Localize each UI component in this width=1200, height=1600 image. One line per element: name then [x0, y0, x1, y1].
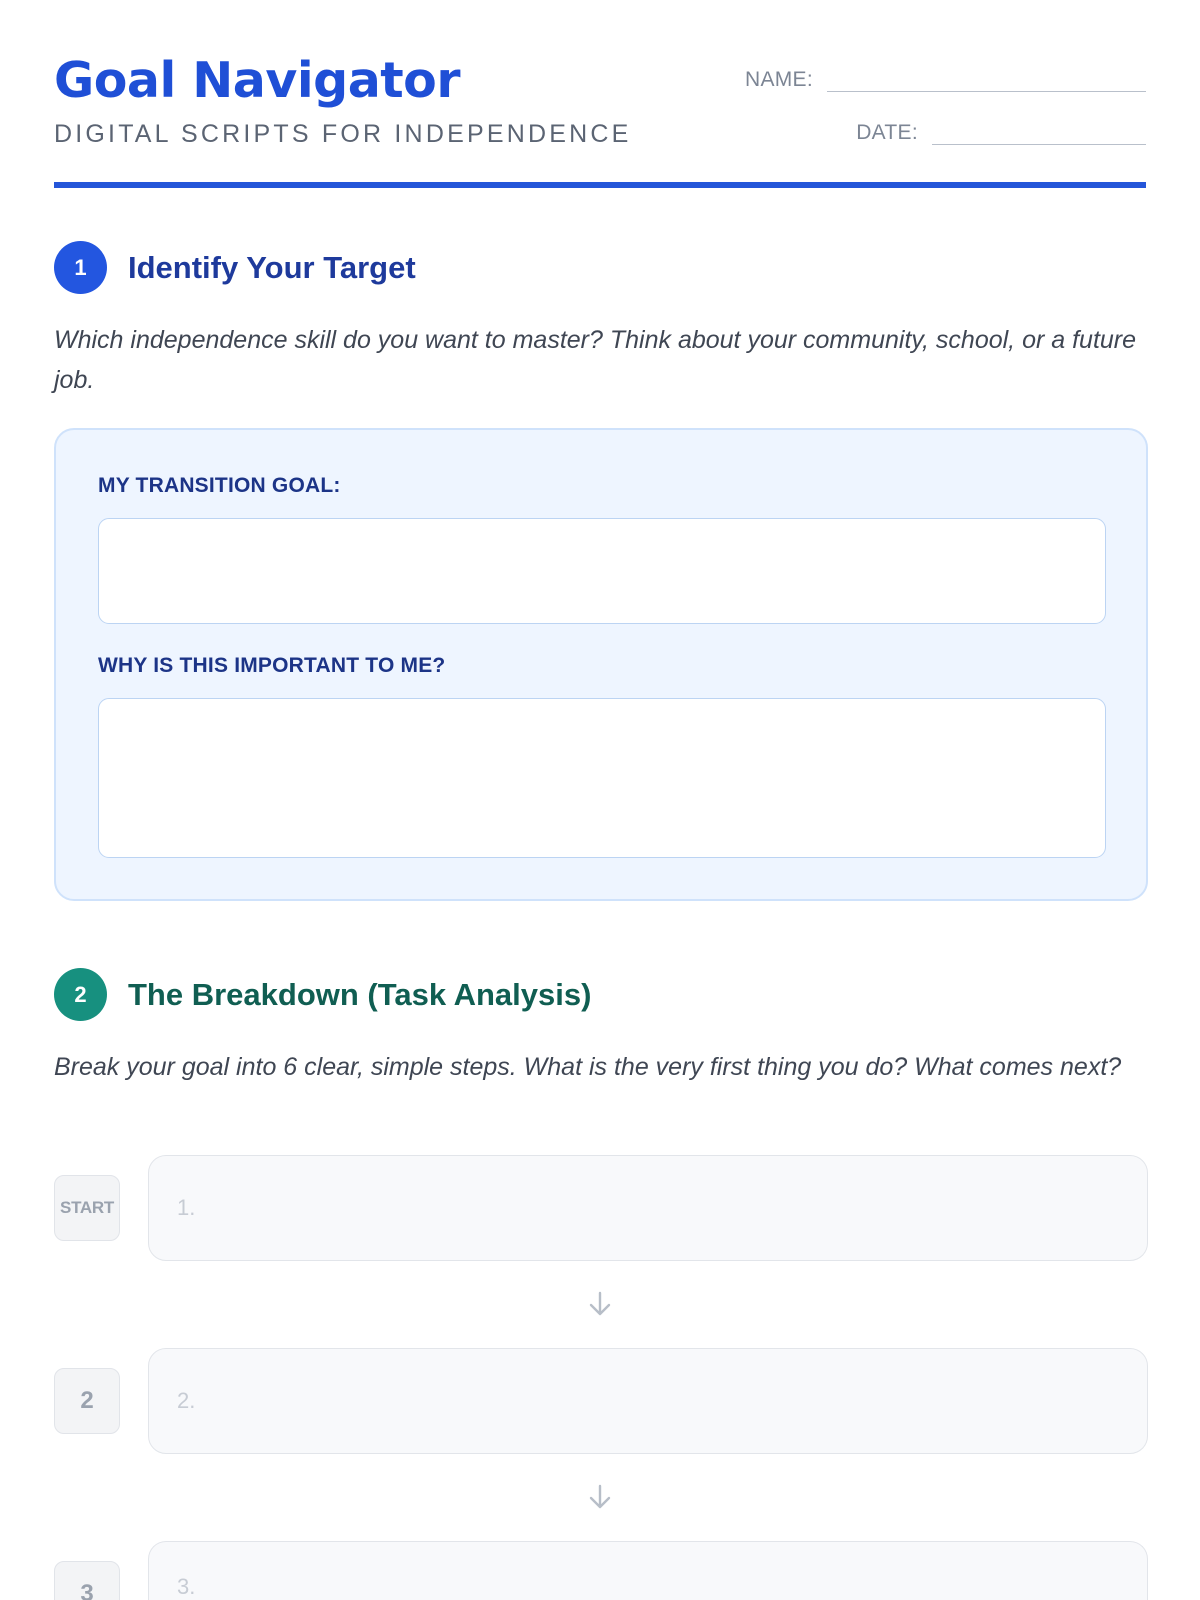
transition-goal-label: MY TRANSITION GOAL: [98, 474, 341, 497]
why-important-label: WHY IS THIS IMPORTANT TO ME? [98, 654, 446, 677]
section-2-title: The Breakdown (Task Analysis) [128, 976, 592, 1012]
name-label: NAME: [744, 68, 813, 91]
page-title: Goal Navigator [54, 52, 461, 109]
section-1-instruction: Which independence skill do you want to master? Think about your community, school, or a future job. [54, 326, 1137, 394]
page-subtitle: DIGITAL SCRIPTS FOR INDEPENDENCE [54, 120, 632, 148]
transition-goal-field[interactable] [98, 518, 1106, 624]
why-important-field[interactable] [98, 698, 1106, 858]
section-1-heading [54, 241, 416, 294]
section-1-title: Identify Your Target [128, 249, 416, 285]
section-2-heading [54, 968, 591, 1021]
arrow-down-icon [587, 1290, 613, 1318]
step-1-badge: START [54, 1175, 120, 1241]
step-2-field[interactable]: 2. [148, 1348, 1148, 1454]
step-3-field[interactable]: 3. [148, 1541, 1148, 1600]
name-row [745, 58, 1146, 92]
arrow-down-icon [587, 1483, 613, 1511]
goal-card [54, 428, 1148, 901]
step-3-badge: 3 [54, 1561, 120, 1600]
section-2-instruction: Break your goal into 6 clear, simple steps. What is the very first thing you do? What comes next? [54, 1053, 1122, 1081]
step-2-badge: 2 [54, 1368, 120, 1434]
step-1-field[interactable]: 1. [148, 1155, 1148, 1261]
section-1-number-badge: 1 [54, 241, 107, 294]
date-field[interactable] [932, 111, 1146, 145]
date-row [856, 111, 1146, 145]
date-label: DATE: [856, 121, 918, 144]
section-2-number-badge: 2 [54, 968, 107, 1021]
worksheet-header [54, 0, 1146, 188]
name-field[interactable] [827, 58, 1146, 92]
